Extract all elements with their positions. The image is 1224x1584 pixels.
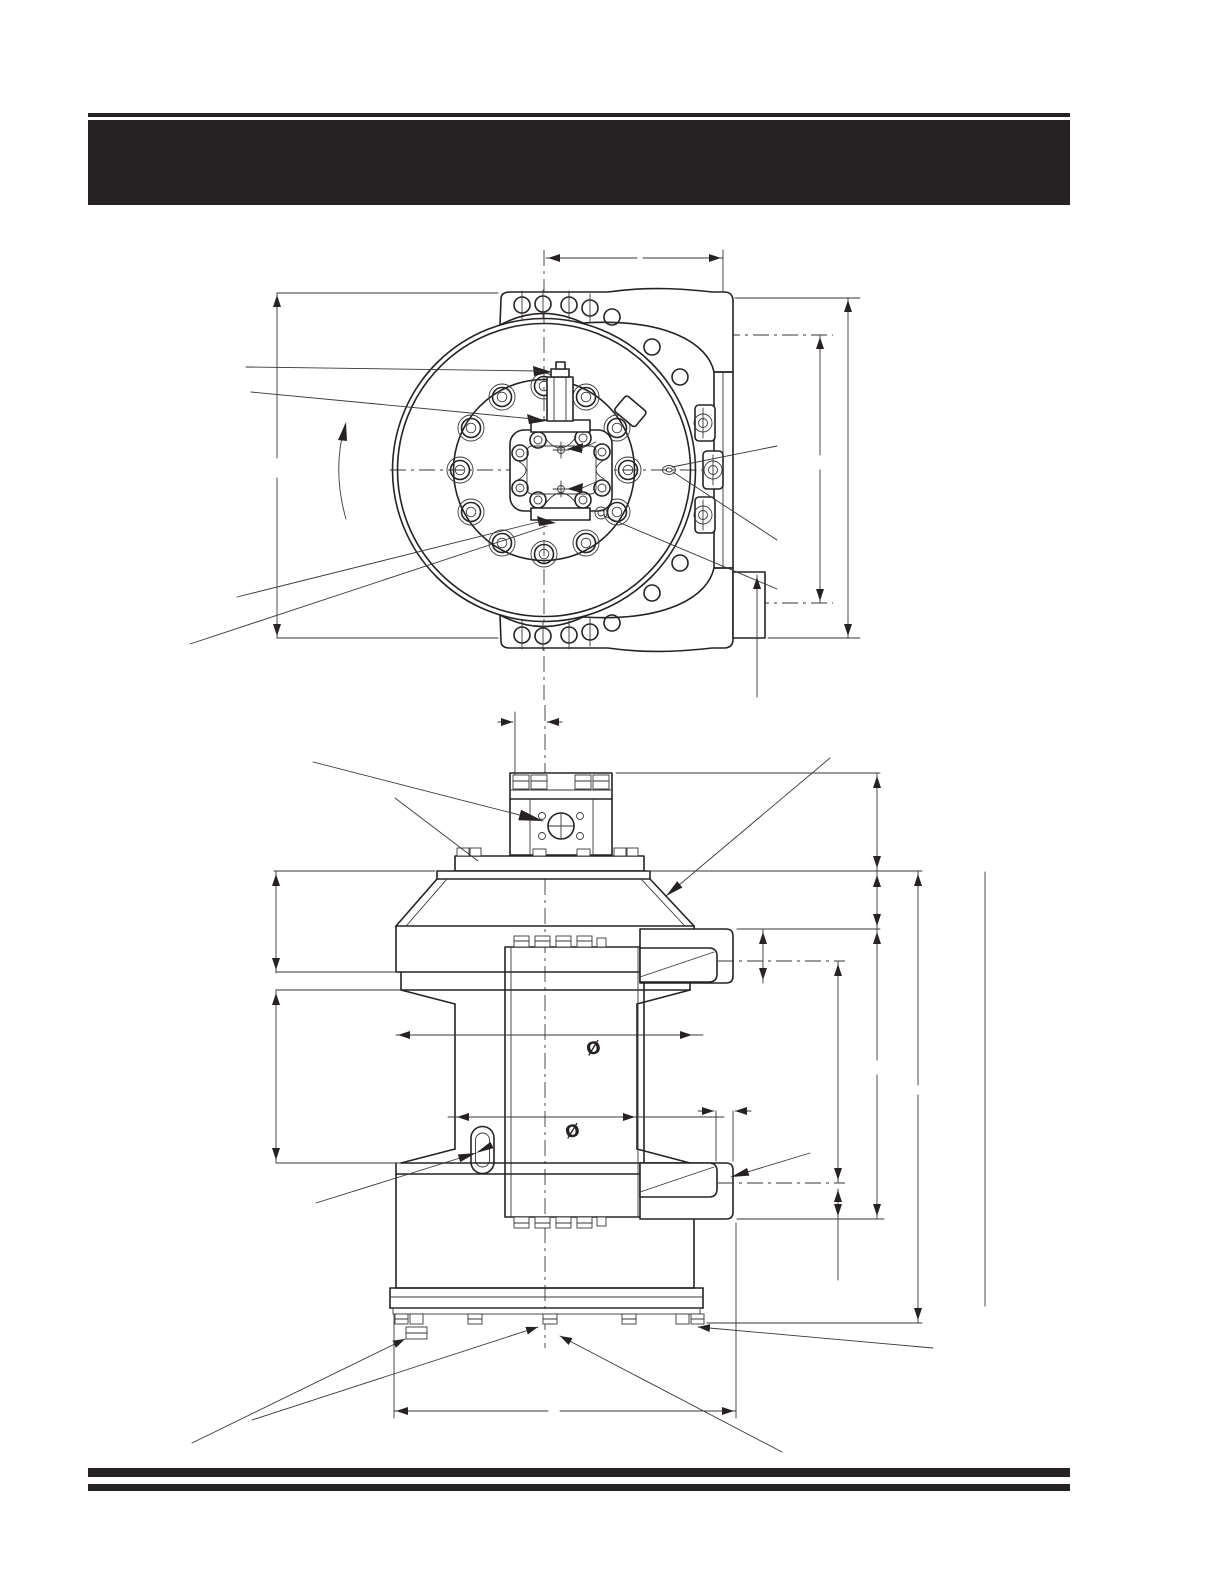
bleed-valve [547, 362, 573, 421]
diameter-symbol-upper: Ø [584, 1037, 604, 1061]
rope-anchor-slot [471, 1127, 494, 1174]
diameter-symbol-lower: Ø [563, 1120, 583, 1144]
cover-plate-diamond [614, 395, 648, 428]
footer-rule-thin [88, 1484, 1070, 1491]
rotation-arrow [338, 422, 347, 519]
footer-rule-thick [88, 1468, 1070, 1477]
winch-end-view [190, 250, 860, 700]
slot-leader-arrow [458, 1153, 476, 1162]
dimensions-side-view [274, 712, 985, 1418]
drum-bolt-rows [514, 936, 606, 1228]
cone-leader-arrow [666, 881, 682, 896]
shaft-coupling-hub [510, 362, 612, 526]
base-bolts [395, 1314, 704, 1339]
winch-side-section-view [192, 705, 985, 1452]
